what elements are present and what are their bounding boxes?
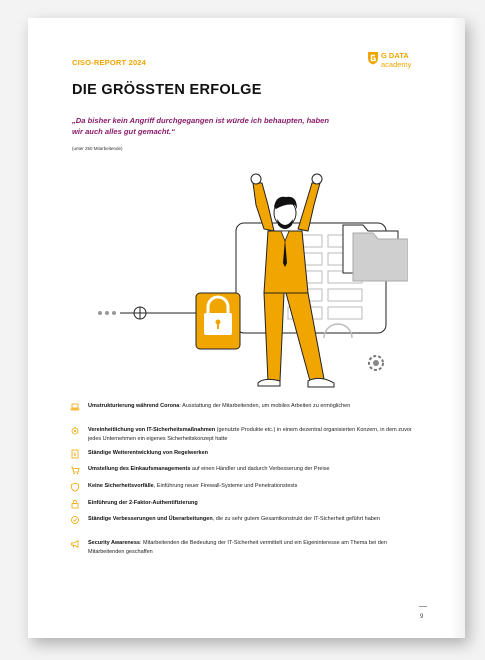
item-text: , Einführung neuer Firewall-Systeme und Penetrationstests — [153, 483, 298, 489]
padlock-icon — [196, 293, 240, 349]
document-dollar-icon — [70, 449, 80, 459]
item-title: Keine Sicherheitsvorfälle — [88, 483, 154, 489]
logo-text-gdata: G DATA — [381, 51, 409, 60]
logo-text-academy: academy — [381, 60, 412, 69]
svg-text:$: $ — [73, 452, 77, 458]
item-text: auf einen Händler und dadurch Verbesserung der Preise — [190, 466, 330, 472]
item-title: Einführung der 2-Faktor-Authentifizierung — [88, 500, 198, 506]
cart-icon — [70, 465, 80, 475]
report-page — [28, 18, 465, 638]
page-number-rule — [419, 606, 427, 607]
connector-line — [98, 307, 198, 319]
item-text: : Mitarbeitenden die Bedeutung der IT-Sicherheit vermittelt und ein Eigeninteresse am Thema bei den Mitarbeitenden geschaffen — [88, 540, 387, 555]
celebrating-man-illustration — [88, 153, 408, 393]
gdata-shield-icon — [367, 51, 379, 65]
item-text: : Ausstattung der Mitarbeitenden, um mobiles Arbeiten zu ermöglichen — [179, 403, 351, 409]
tag-icon — [70, 515, 80, 525]
item-title: Umstellung des Einkaufsmanagements — [88, 466, 191, 472]
item-text: (genutzte Produkte etc.) in einem dezentral organisierten Konzern, in dem zuvor jedes Unternehmen ein eigenes Sicherheitskonzept hatte — [88, 427, 412, 442]
quote-source: (unter 250 Mitarbeitende) — [72, 146, 123, 151]
lock-icon — [70, 499, 80, 509]
network-icon — [70, 426, 80, 436]
page-title: DIE GRÖSSTEN ERFOLGE — [72, 82, 262, 98]
item-text: , die zu sehr gutem Gesamtkonstrukt der IT-Sicherheit geführt haben — [212, 516, 380, 522]
folder-icon — [343, 225, 408, 281]
item-title: Vereinheitlichung von IT-Sicherheitsmaßnahmen — [88, 427, 216, 433]
laptop-icon — [70, 402, 80, 412]
quote-text: „Da bisher kein Angriff durchgegangen ist würde ich behaupten, haben wir auch alles gut gemacht.“ — [72, 116, 329, 136]
item-title: Security Awareness — [88, 540, 140, 546]
report-label: CISO-REPORT 2024 — [72, 58, 147, 67]
item-title: Ständige Weiterentwicklung von Regelwerken — [88, 450, 209, 456]
shield-icon — [70, 482, 80, 492]
gdata-academy-logo — [367, 48, 427, 74]
megaphone-icon — [70, 539, 80, 549]
page-number: 9 — [420, 614, 424, 620]
item-title: Ständige Verbesserungen und Überarbeitungen — [88, 516, 213, 522]
item-title: Umstrukturierung während Corona — [88, 403, 180, 409]
